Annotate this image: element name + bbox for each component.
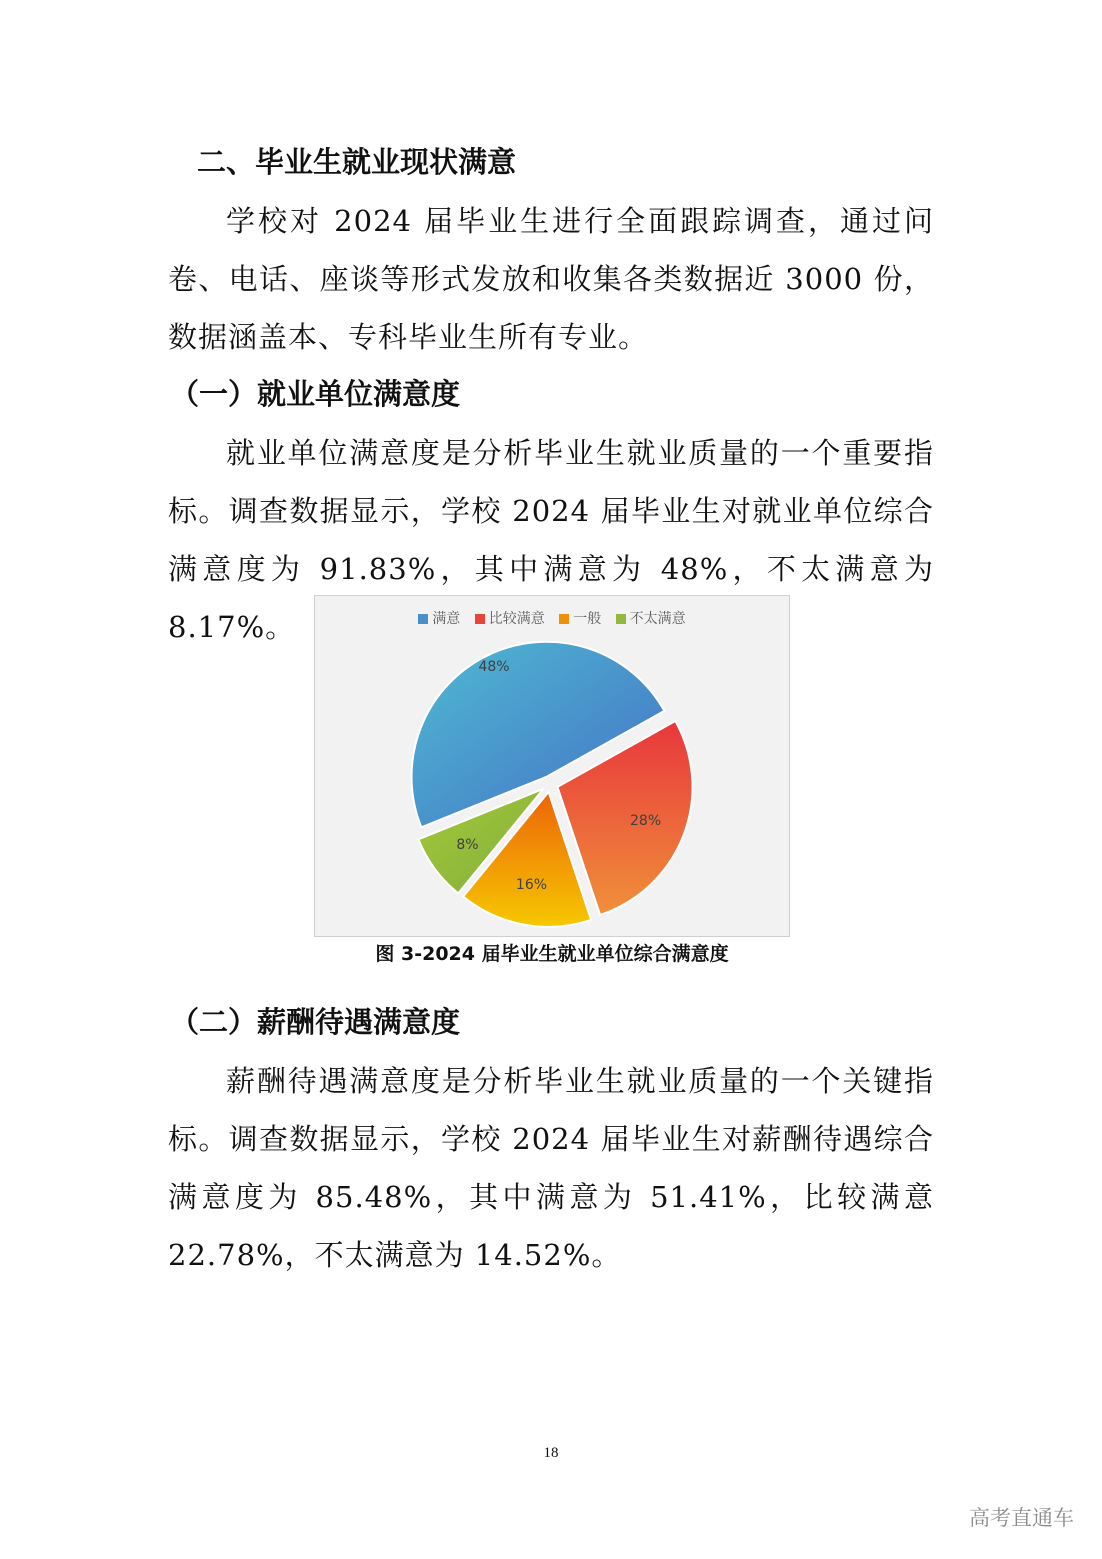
subsection-title-employer: （一）就业单位满意度 [170,377,461,411]
pie-label-fairly-satisfied: 28% [630,813,662,830]
legend-label-average: 一般 [573,611,602,627]
page-number: 18 [543,1445,559,1461]
watermark: 高考直通车 [969,1506,1074,1530]
pie-svg [315,596,791,938]
section-title: 二、毕业生就业现状满意 [197,145,517,179]
figure-caption: 图 3-2024 届毕业生就业单位综合满意度 [375,943,729,965]
pie-chart [314,595,790,937]
employer-satisfaction-paragraph: 就业单位满意度是分析毕业生就业质量的一个重要指标。调查数据显示，学校 2024 届毕业生对就业单位综合满意度为 91.83%，其中满意为 48%，不太满意为 8.17%。 [168,436,934,644]
salary-satisfaction-paragraph: 薪酬待遇满意度是分析毕业生就业质量的一个关键指标。调查数据显示，学校 2024 届毕业生对薪酬待遇综合满意度为 85.48%，其中满意为 51.41%，比较满意 22.78%，不太满意为 14.52%。 [168,1064,934,1272]
legend-label-fairly-satisfied: 比较满意 [488,611,545,627]
pie-label-average: 16% [515,876,548,893]
pie-label-satisfied: 48% [478,659,510,676]
legend-label-not-satisfied: 不太满意 [629,611,686,627]
subsection-title-salary: （二）薪酬待遇满意度 [170,1005,461,1039]
intro-paragraph: 学校对 2024 届毕业生进行全面跟踪调查，通过问卷、电话、座谈等形式发放和收集各类数据近 3000 份，数据涵盖本、专科毕业生所有专业。 [168,204,934,354]
pie-label-not-satisfied: 8% [456,836,479,853]
legend-label-satisfied: 满意 [432,611,461,627]
